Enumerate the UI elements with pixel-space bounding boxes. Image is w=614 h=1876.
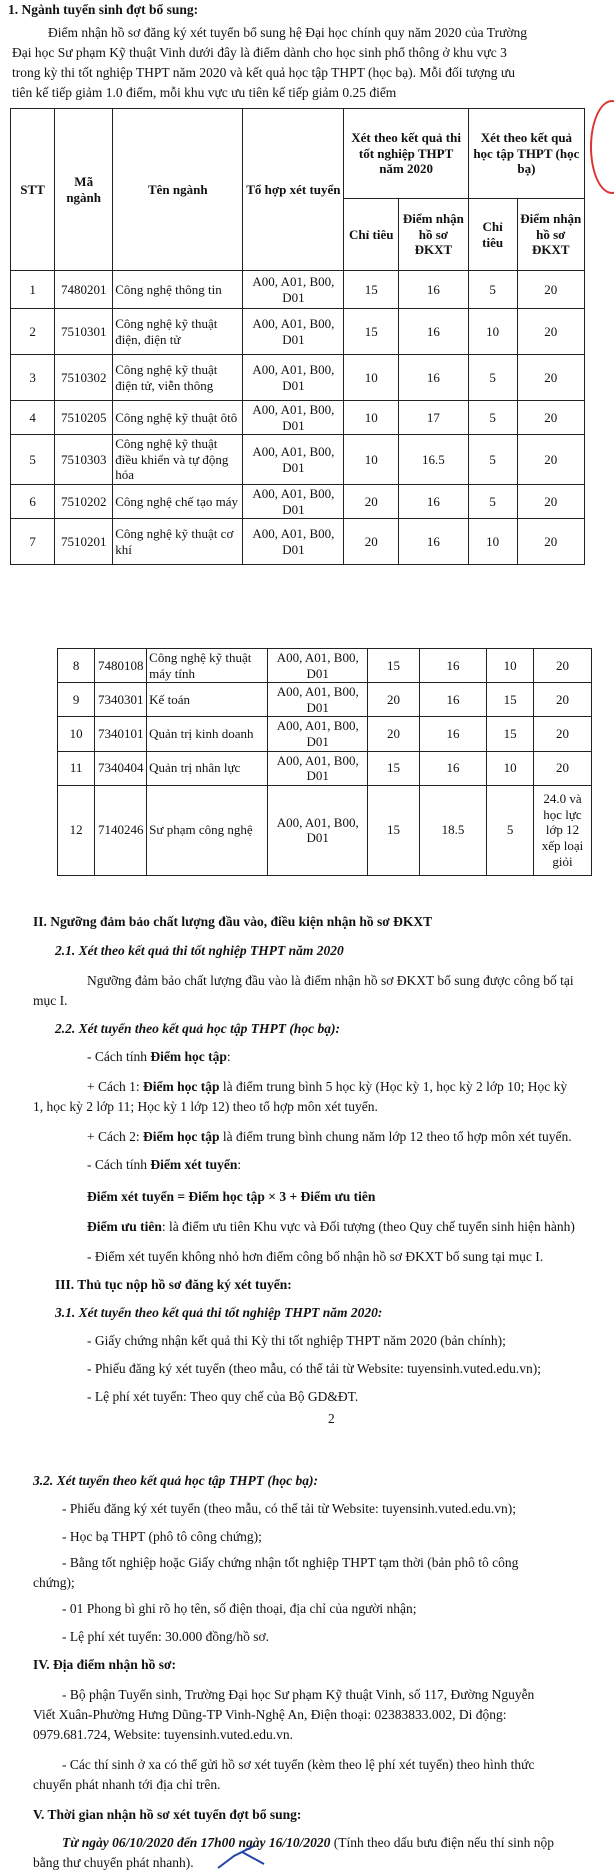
signature-mark [214,1838,274,1874]
cell-quota-hocba: 5 [468,271,517,309]
intro-line-1: Điểm nhận hồ sơ đăng ký xét tuyển bổ sung hệ Đại học chính quy năm 2020 của Trường [48,25,528,40]
cell-name: Công nghệ kỹ thuật cơ khí [113,519,243,565]
sub2-item-2: - Học bạ THPT (phô tô công chứng); [62,1529,262,1544]
cell-stt: 8 [58,649,95,683]
table-row [11,271,585,309]
cell-code: 7510303 [55,435,113,485]
table-row [11,355,585,401]
section4-line-1: - Bộ phận Tuyển sinh, Trường Đại học Sư phạm Kỹ thuật Vinh, số 117, Đường Nguyễn [62,1687,535,1702]
header-combo: Tổ hợp xét tuyển [243,109,344,271]
calc-label: - Cách tính [87,1049,151,1064]
table-row [11,484,585,518]
cell-name: Kế toán [147,683,268,717]
cell-stt: 12 [58,785,95,875]
cell-name: Công nghệ kỹ thuật điện tử, viễn thông [113,355,243,401]
cell-code: 7480201 [55,271,113,309]
cell-stt: 5 [11,435,55,485]
calc2-label: - Cách tính [87,1157,151,1172]
cell-code: 7340101 [95,717,147,751]
priority-text: : là điểm ưu tiên Khu vực và Đối tượng (theo Quy chế tuyển sinh hiện hành) [161,1219,575,1234]
cell-combo: A00, A01, B00, D01 [268,649,368,683]
way2-text: là điểm trung bình chung năm lớp 12 theo tổ hợp môn xét tuyển. [219,1129,572,1144]
section5-time-line [62,1834,554,1852]
section5-heading: V. Thời gian nhận hồ sơ xét tuyển đợt bổ sung: [33,1807,302,1822]
section1-heading: 1. Ngành tuyển sinh đợt bổ sung: [8,2,199,17]
cell-quota-hocba: 5 [468,355,517,401]
section4-line-3: 0979.681.724, Website: tuyensinh.vuted.edu.vn. [33,1727,294,1742]
table-row [11,309,585,355]
cell-quota-hocba: 10 [487,751,534,785]
cell-code: 7480108 [95,649,147,683]
cell-stt: 9 [58,683,95,717]
cell-quota-thpt: 15 [344,309,399,355]
cell-code: 7510302 [55,355,113,401]
cell-quota-hocba: 15 [487,717,534,751]
cell-quota-thpt: 20 [344,519,399,565]
cell-combo: A00, A01, B00, D01 [243,519,344,565]
cell-combo: A00, A01, B00, D01 [268,683,368,717]
cell-combo: A00, A01, B00, D01 [268,785,368,875]
header-quota-2: Chỉ tiêu [468,199,517,271]
cell-combo: A00, A01, B00, D01 [243,355,344,401]
priority-bold: Điểm ưu tiên [87,1219,162,1234]
calc-colon: : [226,1049,231,1064]
cell-name: Công nghệ kỹ thuật điện, điện tử [113,309,243,355]
cell-stt: 3 [11,355,55,401]
sub1-item-2: - Phiếu đăng ký xét tuyển (theo mẫu, có thể tải từ Website: tuyensinh.vuted.edu.vn); [87,1361,542,1376]
header-score-2: Điểm nhận hồ sơ ĐKXT [517,199,584,271]
cell-code: 7140246 [95,785,147,875]
cell-score-hocba: 20 [533,751,591,785]
stamp-seal [590,100,614,194]
cell-quota-hocba: 10 [468,519,517,565]
intro-line-4: tiên kế tiếp giảm 1.0 điểm, mỗi khu vực ưu tiên kế tiếp giảm 0.25 điểm [12,85,397,100]
cell-score-thpt: 16 [419,717,486,751]
section3-sub1: 3.1. Xét tuyển theo kết quả thi tốt nghiệp THPT năm 2020: [55,1305,383,1320]
section4-line-5: chuyển phát nhanh tới địa chỉ trên. [33,1777,221,1792]
cell-combo: A00, A01, B00, D01 [268,717,368,751]
intro-line-2: Đại học Sư phạm Kỹ thuật Vinh dưới đây là điểm dành cho học sinh phổ thông ở khu vực 3 [12,45,507,60]
priority-line [87,1218,575,1236]
header-group-hocba: Xét theo kết quả học tập THPT (học bạ) [468,109,584,199]
cell-code: 7340404 [95,751,147,785]
time-rest: (Tính theo dấu bưu điện nếu thí sinh nộp [330,1835,555,1850]
table-row [58,717,592,751]
table-row [11,435,585,485]
cell-score-hocba: 24.0 và học lực lớp 12 xếp loại giỏi [533,785,591,875]
section5-time-line2: bằng thư chuyển phát nhanh). [33,1855,194,1870]
sub2-item-5: - 01 Phong bì ghi rõ họ tên, số điện thoại, địa chỉ của người nhận; [62,1601,417,1616]
cell-score-thpt: 16 [419,683,486,717]
table-row [11,519,585,565]
cell-score-hocba: 20 [517,355,584,401]
cell-quota-thpt: 15 [368,785,420,875]
cell-combo: A00, A01, B00, D01 [268,751,368,785]
cell-score-hocba: 20 [517,271,584,309]
cell-score-hocba: 20 [517,519,584,565]
cell-name: Quản trị nhân lực [147,751,268,785]
cell-stt: 11 [58,751,95,785]
way2-prefix: + Cách 2: [87,1129,143,1144]
cell-score-thpt: 16 [399,484,469,518]
cell-score-hocba: 20 [517,484,584,518]
cell-score-thpt: 16 [399,271,469,309]
calc2-colon: : [237,1157,242,1172]
cell-score-thpt: 16 [399,355,469,401]
cell-quota-thpt: 10 [344,435,399,485]
cell-name: Công nghệ kỹ thuật máy tính [147,649,268,683]
table-row [58,785,592,875]
admission-table-part2 [57,648,592,876]
section2-sub2: 2.2. Xét tuyển theo kết quả học tập THPT (học bạ): [55,1021,340,1036]
section2-heading: II. Ngưỡng đảm bảo chất lượng đầu vào, điều kiện nhận hồ sơ ĐKXT [33,914,433,929]
way2-line [87,1128,572,1146]
section4-heading: IV. Địa điểm nhận hồ sơ: [33,1657,177,1672]
cell-combo: A00, A01, B00, D01 [243,401,344,435]
cell-quota-thpt: 15 [368,751,420,785]
cell-quota-thpt: 15 [368,649,420,683]
cell-code: 7510301 [55,309,113,355]
cell-quota-hocba: 5 [468,401,517,435]
section4-line-2: Viết Xuân-Phường Hưng Dũng-TP Vinh-Nghệ An, Điện thoại: 02383833.002, Di động: [33,1707,507,1722]
sub2-item-3: - Bằng tốt nghiệp hoặc Giấy chứng nhận tốt nghiệp THPT tạm thời (bản phô tô công [62,1555,519,1570]
sub2-item-1: - Phiếu đăng ký xét tuyển (theo mẫu, có thể tải từ Website: tuyensinh.vuted.edu.vn); [62,1501,517,1516]
header-name: Tên ngành [113,109,243,271]
cell-quota-thpt: 10 [344,401,399,435]
formula: Điểm xét tuyển = Điểm học tập × 3 + Điểm ưu tiên [87,1189,376,1204]
calc-point-line [87,1048,231,1066]
header-score-1: Điểm nhận hồ sơ ĐKXT [399,199,469,271]
cell-quota-hocba: 5 [468,435,517,485]
cell-quota-hocba: 15 [487,683,534,717]
section3-heading: III. Thủ tục nộp hồ sơ đăng ký xét tuyển: [55,1277,292,1292]
cell-name: Quản trị kinh doanh [147,717,268,751]
cell-quota-thpt: 20 [344,484,399,518]
intro-line-3: trong kỳ thi tốt nghiệp THPT năm 2020 và kết quả học tập THPT (học bạ). Mỗi đối tượng ưu [12,65,515,80]
min-score-line: - Điểm xét tuyển không nhỏ hơn điểm công bố nhận hồ sơ ĐKXT bổ sung tại mục I. [87,1249,544,1264]
cell-score-hocba: 20 [517,401,584,435]
way1-line2: 1, học kỳ 2 lớp 11; Học kỳ 1 lớp 12) theo tổ hợp môn xét tuyển. [33,1099,378,1114]
calc-bold: Điểm học tập [150,1049,227,1064]
cell-quota-thpt: 10 [344,355,399,401]
table-row [58,683,592,717]
table-row [58,649,592,683]
time-bold: Từ ngày 06/10/2020 đến 17h00 ngày 16/10/2020 [62,1835,331,1850]
cell-quota-hocba: 5 [487,785,534,875]
cell-stt: 4 [11,401,55,435]
cell-quota-thpt: 20 [368,683,420,717]
cell-code: 7340301 [95,683,147,717]
cell-code: 7510205 [55,401,113,435]
section4-line-4: - Các thí sinh ở xa có thể gửi hồ sơ xét tuyển (kèm theo lệ phí xét tuyển) theo hình thức [62,1757,535,1772]
way2-bold: Điểm học tập [142,1129,220,1144]
cell-score-hocba: 20 [533,683,591,717]
cell-quota-thpt: 20 [368,717,420,751]
table-row [11,401,585,435]
way1-text: là điểm trung bình 5 học kỳ (Học kỳ 1, học kỳ 2 lớp 10; Học kỳ [219,1079,568,1094]
section2-sub1-text1: Ngưỡng đảm bảo chất lượng đầu vào là điểm nhận hồ sơ ĐKXT bổ sung được công bố tại [87,973,574,988]
section2-sub1: 2.1. Xét theo kết quả thi tốt nghiệp THPT năm 2020 [55,943,344,958]
header-quota-1: Chỉ tiêu [344,199,399,271]
calc2-line [87,1156,241,1174]
cell-score-thpt: 16 [419,649,486,683]
cell-score-thpt: 16 [399,309,469,355]
cell-combo: A00, A01, B00, D01 [243,271,344,309]
cell-combo: A00, A01, B00, D01 [243,435,344,485]
cell-quota-thpt: 15 [344,271,399,309]
cell-quota-hocba: 5 [468,484,517,518]
header-stt: STT [11,109,55,271]
table-row [58,751,592,785]
calc2-bold: Điểm xét tuyển [150,1157,238,1172]
cell-name: Công nghệ kỹ thuật điều khiển và tự động hóa [113,435,243,485]
cell-score-hocba: 20 [533,649,591,683]
sub1-item-1: - Giấy chứng nhận kết quả thi Kỳ thi tốt nghiệp THPT năm 2020 (bản chính); [87,1333,506,1348]
cell-stt: 7 [11,519,55,565]
cell-combo: A00, A01, B00, D01 [243,309,344,355]
cell-code: 7510201 [55,519,113,565]
admission-table-part1 [10,108,585,565]
cell-score-thpt: 16 [399,519,469,565]
cell-name: Sư phạm công nghệ [147,785,268,875]
cell-code: 7510202 [55,484,113,518]
cell-stt: 1 [11,271,55,309]
section2-sub1-text2: mục I. [33,993,68,1008]
cell-quota-hocba: 10 [468,309,517,355]
sub2-item-4: chứng); [33,1575,75,1590]
cell-score-thpt: 16.5 [399,435,469,485]
way1-prefix: + Cách 1: [87,1079,143,1094]
cell-score-hocba: 20 [517,435,584,485]
page-number: 2 [328,1411,335,1426]
cell-stt: 6 [11,484,55,518]
cell-score-hocba: 20 [517,309,584,355]
cell-quota-hocba: 10 [487,649,534,683]
cell-name: Công nghệ thông tin [113,271,243,309]
cell-combo: A00, A01, B00, D01 [243,484,344,518]
sub2-item-6: - Lệ phí xét tuyển: 30.000 đồng/hồ sơ. [62,1629,269,1644]
cell-name: Công nghệ kỹ thuật ôtô [113,401,243,435]
sub1-item-3: - Lệ phí xét tuyển: Theo quy chế của Bộ GD&ĐT. [87,1389,359,1404]
header-code: Mã ngành [55,109,113,271]
cell-name: Công nghệ chế tạo máy [113,484,243,518]
cell-stt: 2 [11,309,55,355]
header-group-thpt: Xét theo kết quả thi tốt nghiệp THPT năm 2020 [344,109,468,199]
cell-score-hocba: 20 [533,717,591,751]
cell-stt: 10 [58,717,95,751]
cell-score-thpt: 17 [399,401,469,435]
section3-sub2: 3.2. Xét tuyển theo kết quả học tập THPT (học bạ): [33,1473,318,1488]
cell-score-thpt: 18.5 [419,785,486,875]
cell-score-thpt: 16 [419,751,486,785]
way1-bold: Điểm học tập [142,1079,220,1094]
way1-line [87,1078,567,1096]
